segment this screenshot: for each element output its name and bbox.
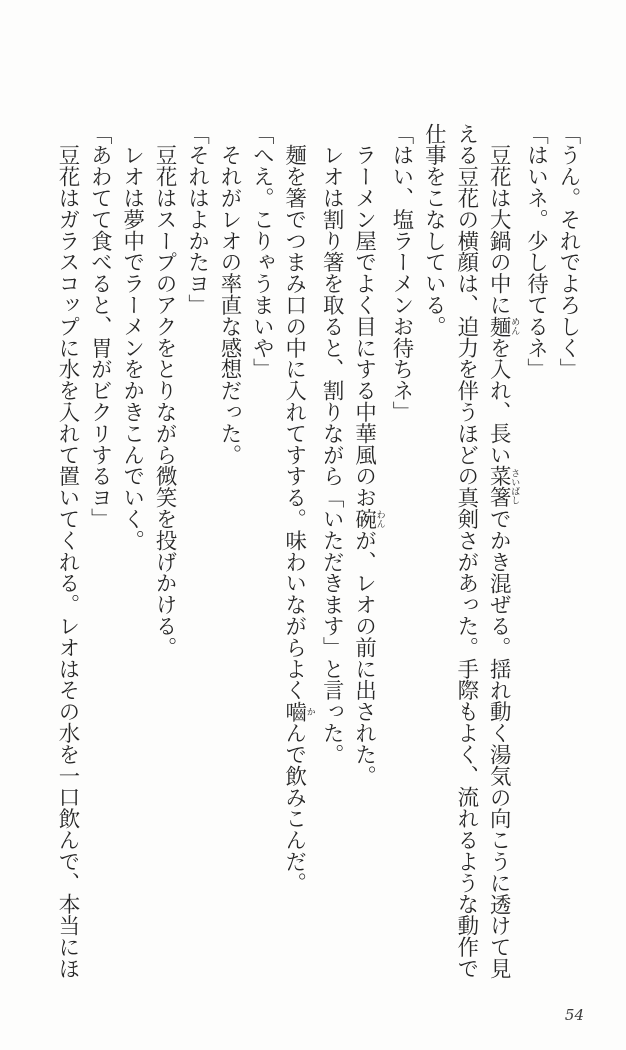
narrative-paragraph: レオは夢中でラーメンをかきこんでいく。 [120, 123, 145, 551]
dialogue-paragraph: 「はいネ。少し待てるネ」 [524, 123, 549, 380]
ruby-annotated-word: 麺 めん [487, 315, 521, 338]
dialogue-paragraph: 「へえ。こりゃうまいや」 [250, 123, 275, 380]
ruby-annotated-word: 碗 わん [352, 508, 386, 530]
narrative-paragraph: 豆花はガラスコップに水を入れて置いてくれる。レオはその水を一口飲んで、本当にほ [55, 123, 80, 979]
dialogue-paragraph: 「それはよかたヨ」 [185, 123, 210, 316]
narrative-paragraph: 豆花はスープのアクをとりながら微笑を投げかける。 [153, 123, 178, 658]
vertical-text-block [52, 123, 586, 984]
ruby-annotated-word: 菜箸 さいばし [487, 465, 521, 509]
narrative-paragraph: それがレオの率直な感想だった。 [217, 123, 242, 466]
dialogue-paragraph: 「うん。それでよろしく」 [557, 123, 581, 380]
narrative-paragraph: レオは割り箸を取ると、割りながら「いただきます」と言った。 [320, 123, 345, 765]
ruby-annotated-word: 嚙 か [282, 700, 316, 723]
page-number: 54 [564, 1006, 584, 1024]
dialogue-paragraph: 「はい、塩ラーメンお待ちネ」 [389, 123, 414, 423]
dialogue-paragraph: 「あわてて食べると、胃がビクリするヨ」 [88, 123, 113, 530]
narrative-paragraph: ラーメン屋でよく目にする中華風のお碗 わんが、レオの前に出された。 [352, 123, 386, 787]
narrative-paragraph: 麺を箸でつまみ口の中に入れてすする。味わいながらよく嚙 かんで飲みこんだ。 [282, 123, 316, 894]
narrative-paragraph: 豆花は大鍋の中に麺 めんを入れ、長い菜箸 さいばしでかき混ぜる。揺れ動く湯気の向こうに透けて見える豆花の横顔は、迫力を伴うほどの真剣さがあった。手際もよく、流れるような動作で仕事をこなしている。 [422, 123, 521, 980]
